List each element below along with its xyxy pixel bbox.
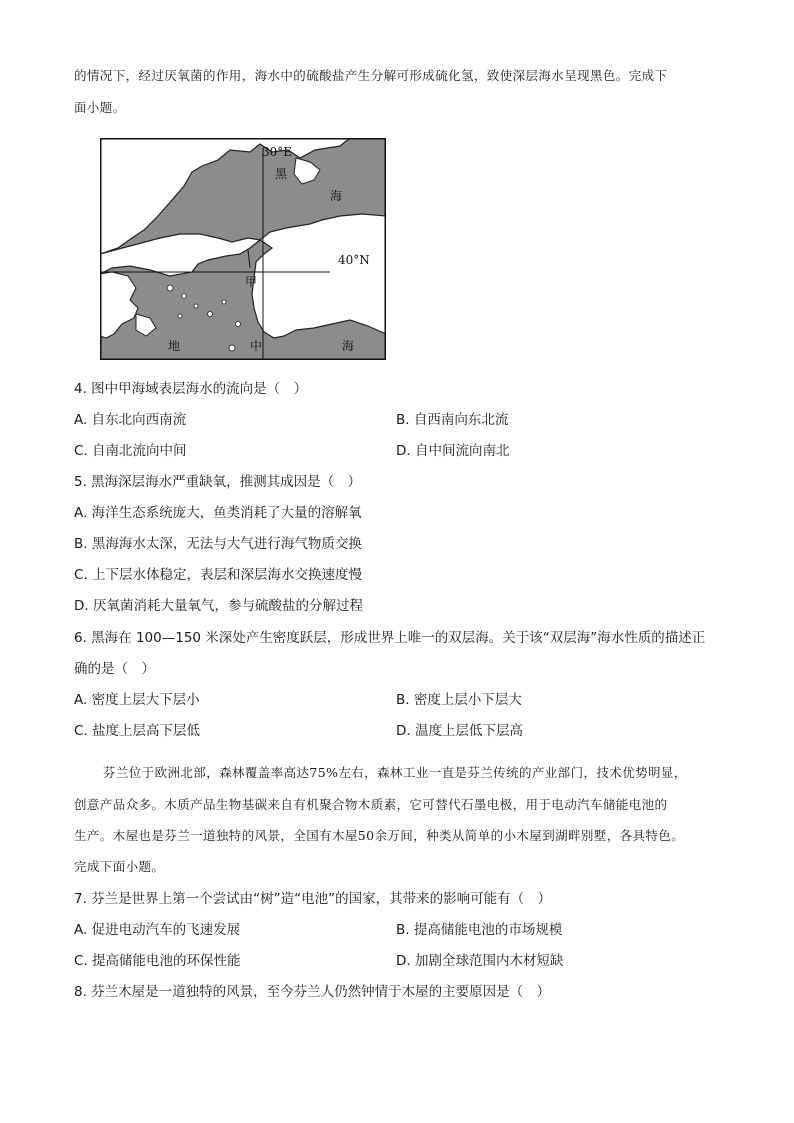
q6-option-a[interactable]: A. 密度上层大下层小	[74, 692, 200, 708]
q5-option-a[interactable]: A. 海洋生态系统庞大，鱼类消耗了大量的溶解氧	[74, 505, 362, 521]
intro-line-1: 的情况下，经过厌氧菌的作用，海水中的硫酸盐产生分解可形成硫化氢，致使深层海水呈现黑色。完成下	[74, 68, 668, 83]
passage2-line-3: 生产。木屋也是芬兰一道独特的风景，全国有木屋50余万间，种类从简单的小木屋到湖畔别墅，各具特色。	[74, 828, 685, 843]
q4-option-a[interactable]: A. 自东北向西南流	[74, 412, 187, 428]
q7-option-c[interactable]: C. 提高储能电池的环保性能	[74, 953, 241, 969]
label-med-3: 海	[342, 339, 355, 353]
q6-option-c[interactable]: C. 盐度上层高下层低	[74, 723, 201, 739]
q6-option-b[interactable]: B. 密度上层小下层大	[396, 692, 522, 708]
black-sea-map	[100, 138, 386, 360]
q6-option-d[interactable]: D. 温度上层低下层高	[396, 723, 523, 739]
q6-stem-line-1: 6. 黑海在 100—150 米深处产生密度跃层，形成世界上唯一的双层海。关于该“双层海”海水性质的描述正	[74, 630, 706, 646]
q4-option-b[interactable]: B. 自西南向东北流	[396, 412, 509, 428]
passage2-line-4: 完成下面小题。	[74, 859, 165, 874]
q7-option-d[interactable]: D. 加剧全球范围内木材短缺	[396, 953, 564, 969]
label-med-1: 地	[168, 339, 181, 353]
q4-option-c[interactable]: C. 自南北流向中间	[74, 443, 187, 459]
map-land-anatolia	[252, 214, 386, 338]
q4-stem: 4. 图中甲海域表层海水的流向是（ ）	[74, 381, 308, 397]
intro-line-2: 面小题。	[74, 100, 126, 115]
label-black-sea-2: 海	[330, 189, 343, 203]
q7-option-b[interactable]: B. 提高储能电池的市场规模	[396, 922, 563, 938]
passage2-line-1: 芬兰位于欧洲北部，森林覆盖率高达75%左右，森林工业一直是芬兰传统的产业部门，技术优势明显，	[103, 765, 687, 780]
label-jia: 甲	[245, 275, 258, 289]
label-40n: 40°N	[338, 253, 370, 267]
label-black-sea-1: 黑	[275, 167, 288, 181]
q6-stem-line-2: 确的是（ ）	[74, 661, 155, 677]
q7-option-a[interactable]: A. 促进电动汽车的飞速发展	[74, 922, 241, 938]
map-svg	[100, 138, 386, 360]
q8-stem: 8. 芬兰木屋是一道独特的风景，至今芬兰人仍然钟情于木屋的主要原因是（ ）	[74, 984, 551, 1000]
label-30e: 30°E	[262, 145, 293, 159]
q5-option-b[interactable]: B. 黑海海水太深，无法与大气进行海气物质交换	[74, 536, 362, 552]
passage2-line-2: 创意产品众多。木质产品生物基碳来自有机聚合物木质素，它可替代石墨电极，用于电动汽车储能电池的	[74, 797, 668, 812]
q5-option-d[interactable]: D. 厌氧菌消耗大量氧气，参与硫酸盐的分解过程	[74, 598, 363, 614]
q4-option-d[interactable]: D. 自中间流向南北	[396, 443, 510, 459]
q5-option-c[interactable]: C. 上下层水体稳定，表层和深层海水交换速度慢	[74, 567, 363, 583]
q7-stem: 7. 芬兰是世界上第一个尝试由“树”造“电池”的国家，其带来的影响可能有（ ）	[74, 891, 552, 907]
q5-stem: 5. 黑海深层海水严重缺氧，推测其成因是（ ）	[74, 474, 362, 490]
label-med-2: 中	[250, 339, 263, 353]
